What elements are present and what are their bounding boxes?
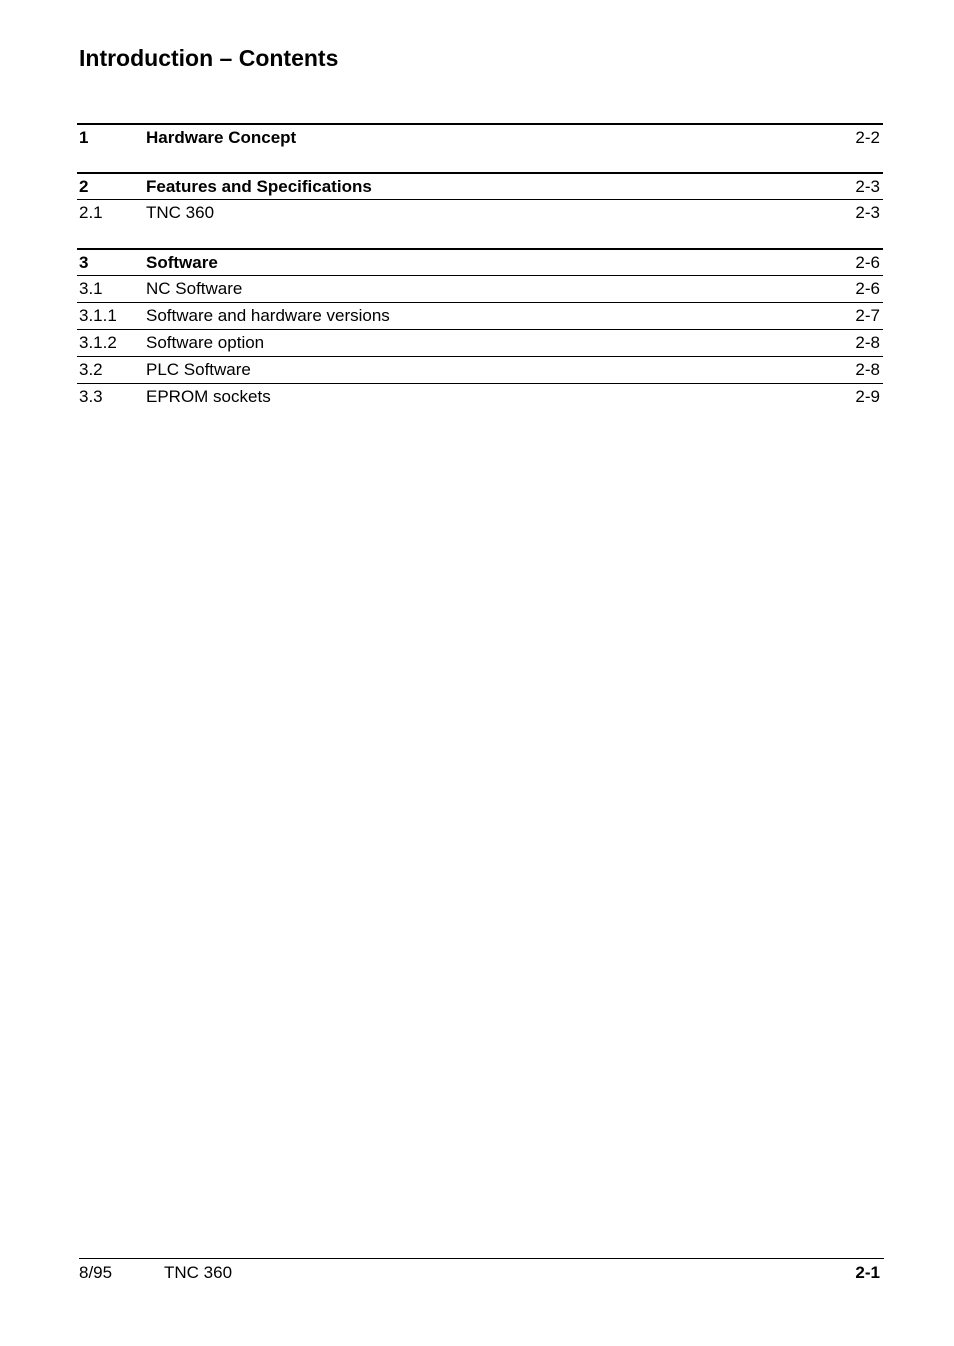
toc-section-3 [77, 248, 883, 410]
entry-title: TNC 360 [146, 203, 215, 222]
page-ref: 2-2 [855, 128, 880, 147]
toc-entry-row[interactable] [77, 276, 883, 303]
entry-number: 3.1 [79, 279, 103, 298]
page-ref: 2-9 [855, 387, 880, 406]
toc-chapter-row[interactable] [77, 123, 883, 150]
footer-page-number: 2-1 [855, 1263, 880, 1282]
page-ref: 2-7 [855, 306, 880, 325]
toc-section-2 [77, 172, 883, 226]
entry-number: 3.3 [79, 387, 103, 406]
toc-section-1 [77, 123, 883, 150]
entry-number: 3.2 [79, 360, 103, 379]
toc-chapter-row[interactable] [77, 172, 883, 200]
entry-title: NC Software [146, 279, 243, 298]
entry-number: 3.1.1 [79, 306, 117, 325]
entry-title: PLC Software [146, 360, 251, 379]
page-ref: 2-3 [855, 203, 880, 222]
toc-entry-row[interactable] [77, 303, 883, 330]
toc-entry-row[interactable] [77, 384, 883, 410]
entry-title: Software option [146, 333, 265, 352]
entry-title: Software and hardware versions [146, 306, 390, 325]
chapter-number: 1 [79, 128, 89, 147]
footer-date: 8/95 [79, 1263, 113, 1282]
toc-entry-row[interactable] [77, 357, 883, 384]
page-footer [79, 1258, 884, 1287]
page-ref: 2-8 [855, 360, 880, 379]
chapter-title: Hardware Concept [146, 128, 297, 147]
page-ref: 2-6 [855, 279, 880, 298]
toc-entry-row[interactable] [77, 200, 883, 226]
chapter-title: Software [146, 253, 218, 272]
table-of-contents [77, 123, 883, 410]
entry-number: 3.1.2 [79, 333, 117, 352]
toc-entry-row[interactable] [77, 330, 883, 357]
footer-product: TNC 360 [164, 1263, 233, 1282]
chapter-number: 3 [79, 253, 89, 272]
page-ref: 2-8 [855, 333, 880, 352]
page-ref: 2-3 [855, 177, 880, 196]
page-title: Introduction – Contents [79, 45, 339, 71]
toc-chapter-row[interactable] [77, 248, 883, 276]
chapter-number: 2 [79, 177, 89, 196]
page-ref: 2-6 [855, 253, 880, 272]
chapter-title: Features and Specifications [146, 177, 372, 196]
entry-number: 2.1 [79, 203, 103, 222]
entry-title: EPROM sockets [146, 387, 271, 406]
